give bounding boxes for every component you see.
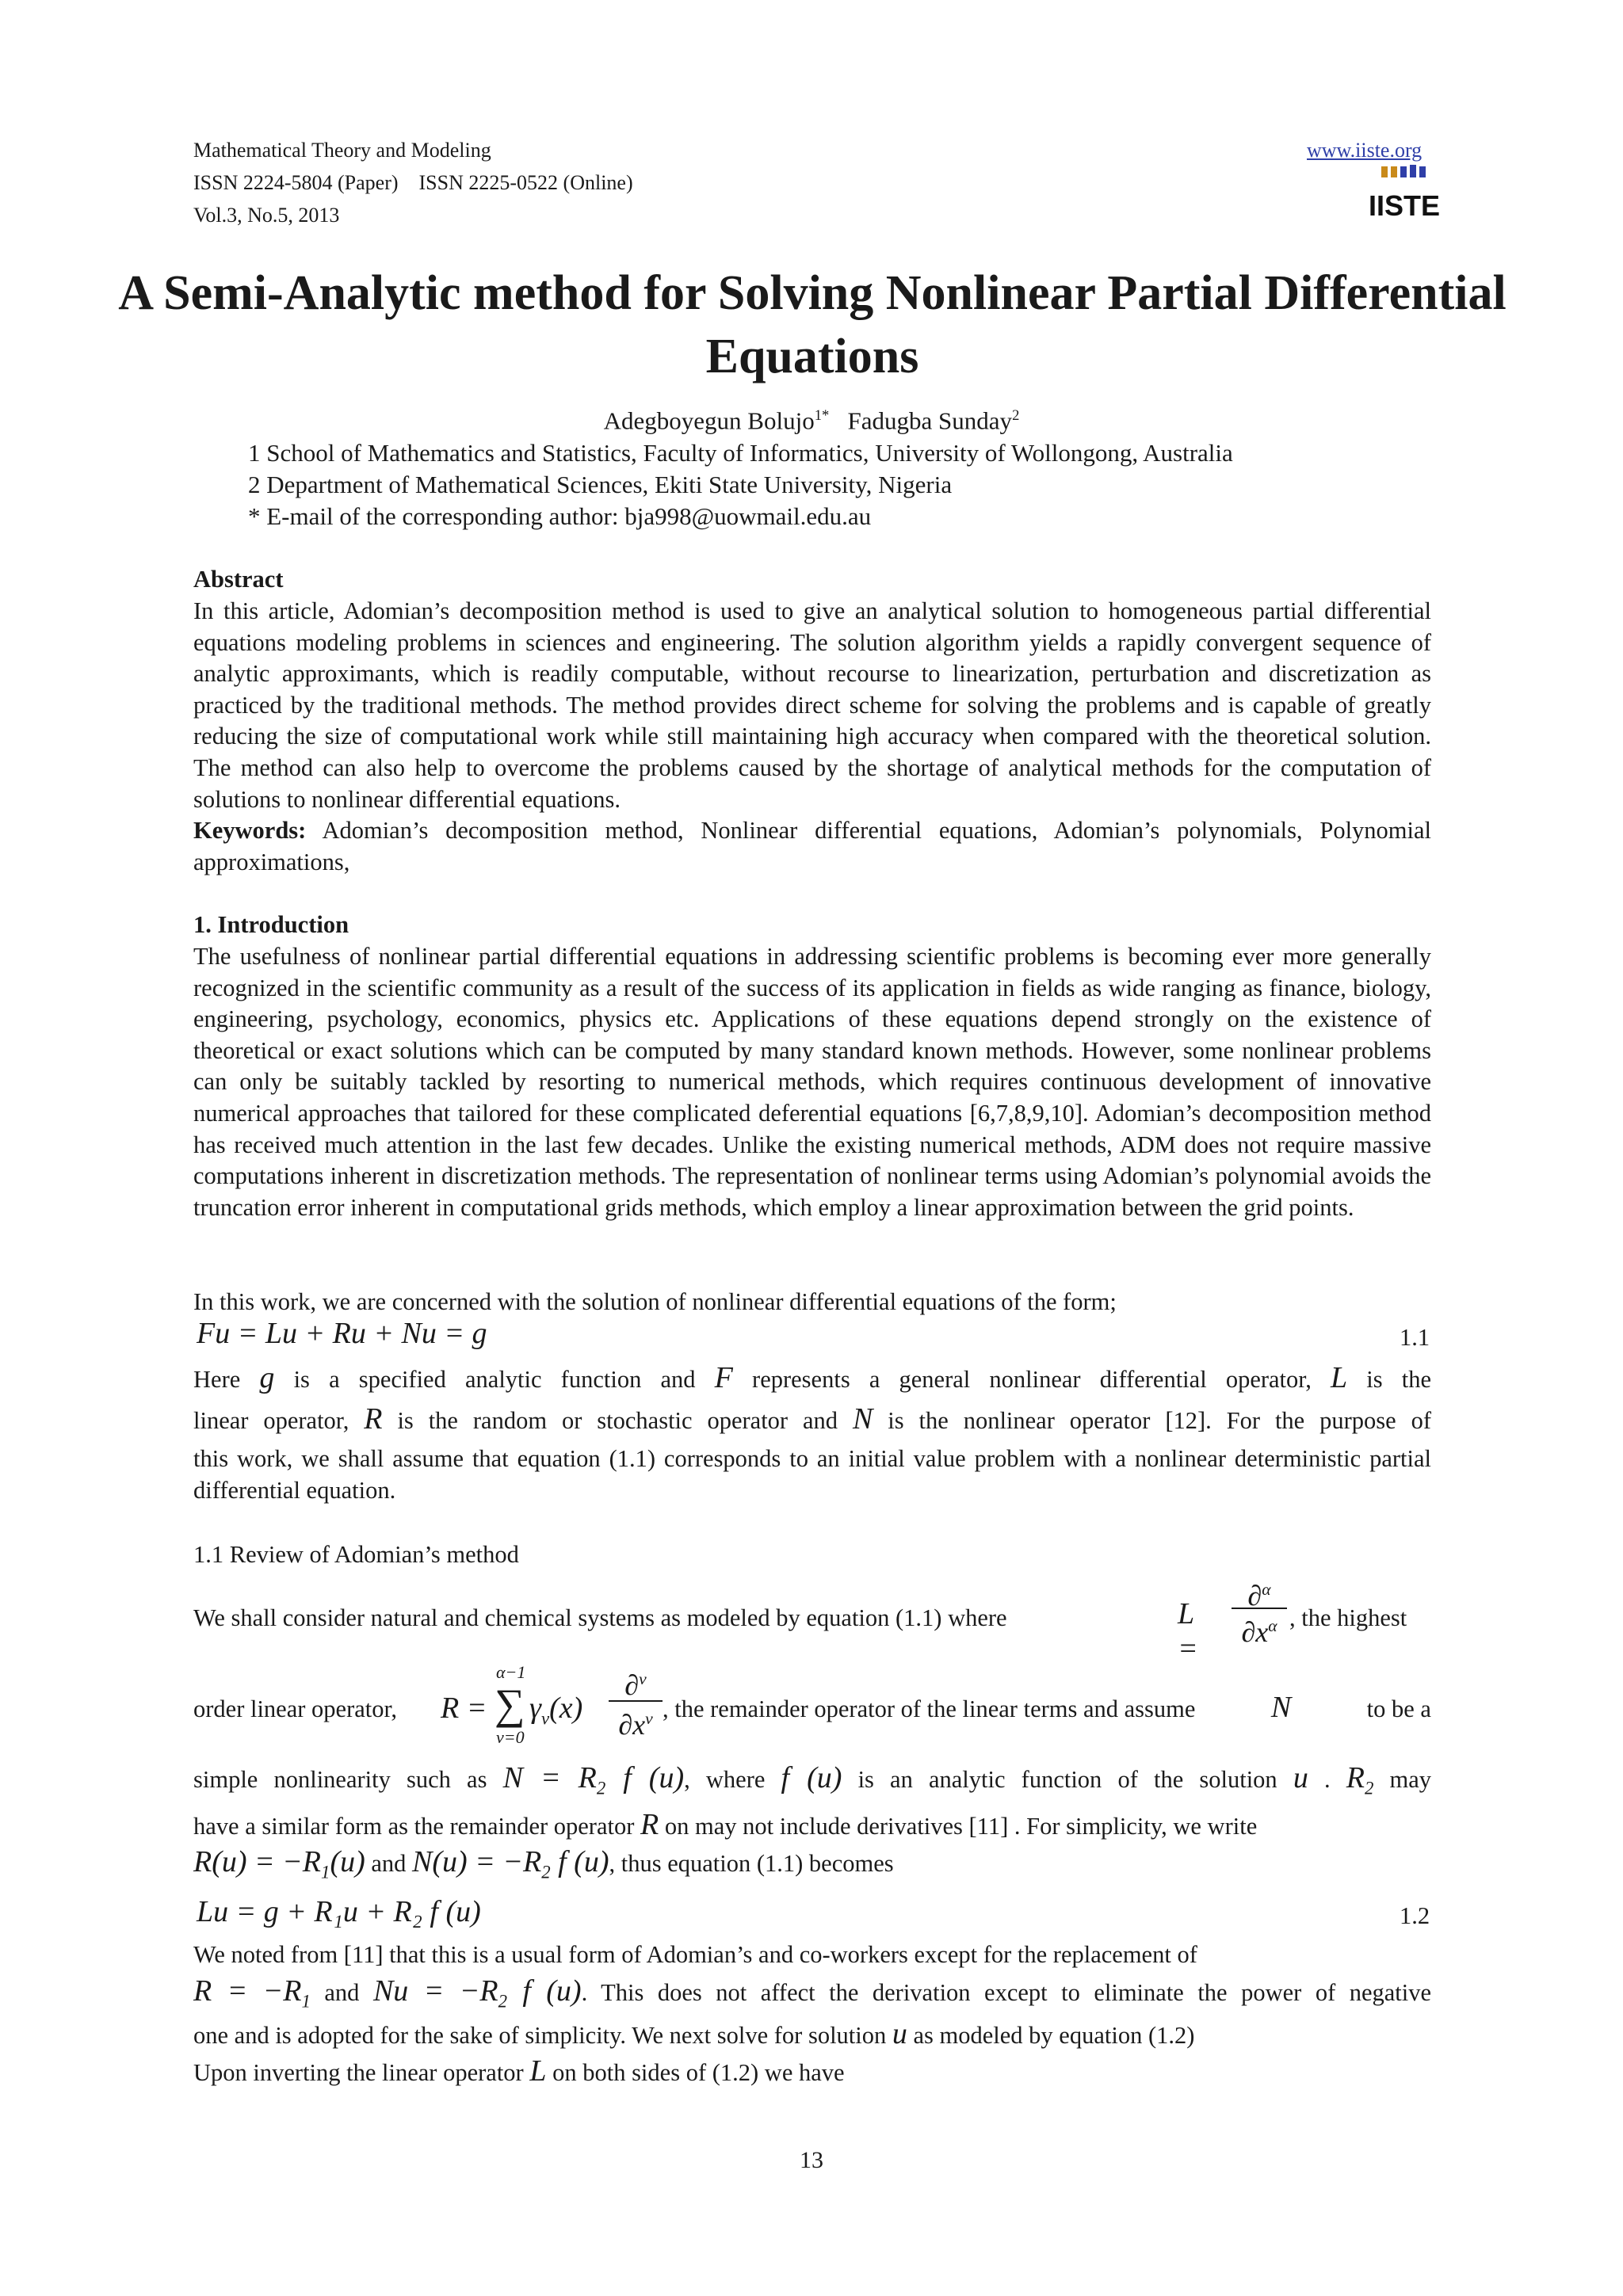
symbol-F: F xyxy=(714,1361,733,1394)
review-line-1-end: , the highest xyxy=(1289,1604,1407,1631)
review-line-7: $R = -R_1$ and $Nu = -R_2$ f (u). This does not affect the derivation except to eliminate the power of negative xyxy=(193,1974,1432,2012)
purpose-text: this work, we shall assume that equation (1.1) corresponds to an initial value problem with a nonlinear deterministic partial differential equation. xyxy=(193,1445,1431,1504)
review-line-3: simple nonlinearity such as $N = R_2$ f (u), where f (u) is an analytic function of the solution u . $R_2$ may xyxy=(193,1761,1432,1798)
symbol-R: R xyxy=(364,1402,383,1436)
review-line-5: $R(u) = -R_1(u)$ and $N(u) = -R_2$ f (u), thus equation (1.1) becomes xyxy=(193,1845,894,1882)
equation-1-2: Lu = g + R₁u + R₂ f (u) xyxy=(197,1895,481,1928)
abstract-text: In this article, Adomian’s decomposition method is used to give an analytical solution to homogeneous partial differential equations modeling problems in sciences and engineering. The solution algorithm yields a rapidly convergent sequence of analytic approximants, which is readily computable, without recourse to linearization, perturbation and discretization as practiced by the traditional methods. The method provides direct scheme for solving the problems and is capable of greatly reducing the size of computational work while still maintaining high accuracy when compared with the theoretical solution. The method can also help to overcome the problems caused by the shortage of analytical methods for the computation of solutions to nonlinear differential equations. xyxy=(193,597,1431,813)
symbol-g: g xyxy=(259,1361,275,1394)
R-definition-formula: R = α−1 ∑ v=0 $\gamma_v(x)$ ∂$^v$ $\partial x^v$ xyxy=(441,1662,670,1749)
review-line-9: Upon inverting the linear operator L on both sides of (1.2) we have xyxy=(193,2054,845,2088)
review-line-6: We noted from [11] that this is a usual form of Adomian’s and co-workers except for the replacement of xyxy=(193,1941,1197,1968)
affiliation-1: 1 School of Mathematics and Statistics, Faculty of Informatics, University of Wollongong, Australia xyxy=(248,439,1233,467)
affiliation-2: 2 Department of Mathematical Sciences, Ekiti State University, Nigeria xyxy=(248,471,953,498)
intro-text: The usefulness of nonlinear partial differential equations in addressing scientific problems is becoming ever more generally recognized in the scientific community as a result of the success of its application in fields as wide ranging as finance, biology, engineering, psychology, economics, physics etc. Applications of these equations depend strongly on the existence of theoretical or exact solutions which can be computed by many standard known methods. However, some nonlinear problems can only be suitably tackled by resorting to numerical methods, which requires continuous development of innovative numerical approaches that tailored for these complicated deferential equations [6,7,8,9,10]. Adomian’s decomposition method has received much attention in the last few decades. Unlike the existing numerical methods, ADM does not require massive computations inherent in discretization methods. The representation of nonlinear terms using Adomian’s polynomial avoids the truncation error inherent in computational grids methods, which employ a linear approximation between the grid points. xyxy=(193,943,1431,1221)
author-2: Fadugba Sunday xyxy=(847,406,1013,435)
author-1: Adegboyegun Bolujo xyxy=(603,406,815,435)
intro-heading: 1. Introduction xyxy=(193,911,349,938)
review-heading: 1.1 Review of Adomian’s method xyxy=(193,1541,519,1568)
symbol-N: N xyxy=(852,1402,873,1436)
journal-url-link[interactable]: www.iiste.org xyxy=(1307,139,1423,162)
paper-page: Mathematical Theory and Modeling ISSN 2224-5804 (Paper) ISSN 2225-0522 (Online) Vol.3, No.5, 2013 www.iiste.org IISTE A Semi-Analytic method for Solving Nonlinear Partial Differential Equations Adegboyegun Bolujo$^{1*}$ Fadugba Sunday$^2$ 1 School of Mathematics and Statistics, Faculty of Informatics, University of Wollongong, Australia 2 Department of Mathematical Sciences, Ekiti State University, Nigeria * E-mail of the corresponding author: bja998@uowmail.edu.au Abstract In this article, Adomian’s decomposition method is used to give an analytical solution to homogeneous partial differential equations modeling problems in sciences and engineering. The solution algorithm yields a rapidly convergent sequence of analytic approximants, which is readily computable, without recourse to linearization, perturbation and discretization as practiced by the traditional methods. The method provides direct scheme for solving the problems and is capable of greatly reducing the size of computational work while still maintaining high accuracy when compared with the theoretical solution. The method can also help to overcome the problems caused by the shortage of analytical methods for the computation of solutions to nonlinear differential equations. Keywords: Adomian’s decomposition method, Nonlinear differential equations, Adomian’s polynomials, Polynomial approximations, 1. Introduction The usefulness of nonlinear partial differential equations in addressing scientific problems is becoming ever more generally recognized in the scientific community as a result of the success of its application in fields as wide ranging as finance, biology, engineering, psychology, economics, physics etc. Applications of these equations depend strongly on the existence of theoretical or exact solutions which can be computed by many standard known methods. However, some nonlinear problems can only be suitably tackled by resorting to numerical methods, which requires continuous development of innovative numerical approaches that tailored for these complicated deferential equations [6,7,8,9,10]. Adomian’s decomposition method has received much attention in the last few decades. Unlike the existing numerical methods, ADM does not require massive computations inherent in discretization methods. The representation of nonlinear terms using Adomian’s polynomial avoids the truncation error inherent in computational grids methods, which employ a linear approximation between the grid points. In this work, we are concerned with the solution of nonlinear differential equations of the form; Fu = Lu + Ru + Nu = g 1.1 Here g is a specified analytic function and F represents a general nonlinear differential operator, L is the linear operator, R is the random or stochastic operator and N is the nonlinear operator [12]. For the purpose of this work, we shall assume that equation (1.1) corresponds to an initial value problem with a nonlinear deterministic partial differential equation. 1.1 Review of Adomian’s method We shall consider natural and chemical systems as modeled by equation (1.1) where L = ∂$^\alpha$ $\partial x^\alpha$ , the highest order linear operator, R = α−1 ∑ v=0 $\gamma_v(x)$ ∂$^v$ $\partial x^v$ , the remainder operator of the linear terms and assume N to be a simple nonlinearity such as $N = R_2$ f (u), where f (u) is an analytic function of the solution u . $R_2$ may have a similar form as the remainder operator R on may not include derivatives [11] . For simplicity, we write $R(u) = -R_1(u)$ and $N(u) = -R_2$ f (u), thus equation (1.1) becomes Lu = g + R₁u + R₂ f (u) 1.2 We noted from [11] that this is a usual form of Adomian’s and co-workers except for the replacement of $R = -R_1$ and $Nu = -R_2$ f (u). This does not affect the derivation except to eliminate the power of negative one and is adopted for the sake of simplicity. We next solve for solution u as modeled by equation (1.2) Upon inverting the linear operator L on both sides of (1.2) we have 13 xyxy=(0,0,1623,2296)
author-1-affil-mark: 1* xyxy=(814,407,830,424)
journal-name: Mathematical Theory and Modeling xyxy=(193,139,491,162)
page-number: 13 xyxy=(800,2147,823,2173)
review-line-8: one and is adopted for the sake of simplicity. We next solve for solution u as modeled by equation (1.2) xyxy=(193,2017,1195,2050)
linear-operator-line: linear operator, R is the random or stochastic operator and N is the nonlinear operator [12]. For the purpose of xyxy=(193,1402,1432,1436)
keywords-text: Adomian’s decomposition method, Nonlinear differential equations, Adomian’s polynomials, Polynomial approximations, xyxy=(193,817,1431,875)
equation-1-1-number: 1.1 xyxy=(1400,1324,1430,1351)
form-line: In this work, we are concerned with the solution of nonlinear differential equations of the form; xyxy=(193,1288,1117,1315)
review-line-2: order linear operator, xyxy=(193,1695,398,1722)
keywords-block xyxy=(193,815,1431,878)
volume-line: Vol.3, No.5, 2013 xyxy=(193,204,340,227)
symbol-N-2: N xyxy=(1270,1691,1292,1724)
review-line-1: We shall consider natural and chemical systems as modeled by equation (1.1) where xyxy=(193,1604,1007,1631)
abstract-heading: Abstract xyxy=(193,566,284,593)
review-line-2-rest: , the remainder operator of the linear terms and assume N to be a xyxy=(663,1691,1431,1724)
corresponding-email: * E-mail of the corresponding author: bja998@uowmail.edu.au xyxy=(248,502,872,530)
keywords-label: Keywords: xyxy=(193,817,307,844)
here-line: Here g is a specified analytic function and F represents a general nonlinear differential operator, L is the xyxy=(193,1361,1432,1394)
equation-1-2-number: 1.2 xyxy=(1400,1902,1430,1929)
review-line-4: have a similar form as the remainder operator R on may not include derivatives [11] . For simplicity, we write xyxy=(193,1808,1258,1841)
svg-text:IISTE: IISTE xyxy=(1368,189,1441,222)
issn-line: ISSN 2224-5804 (Paper) ISSN 2225-0522 (Online) xyxy=(193,171,633,194)
paper-title: A Semi-Analytic method for Solving Nonlinear Partial Differential Equations xyxy=(118,266,1507,383)
equation-1-1: Fu = Lu + Ru + Nu = g xyxy=(197,1317,487,1350)
author-line xyxy=(0,400,1623,437)
symbol-L: L xyxy=(1331,1361,1348,1394)
iiste-logo xyxy=(1368,165,1441,223)
author-2-affil-mark: 2 xyxy=(1012,407,1020,424)
